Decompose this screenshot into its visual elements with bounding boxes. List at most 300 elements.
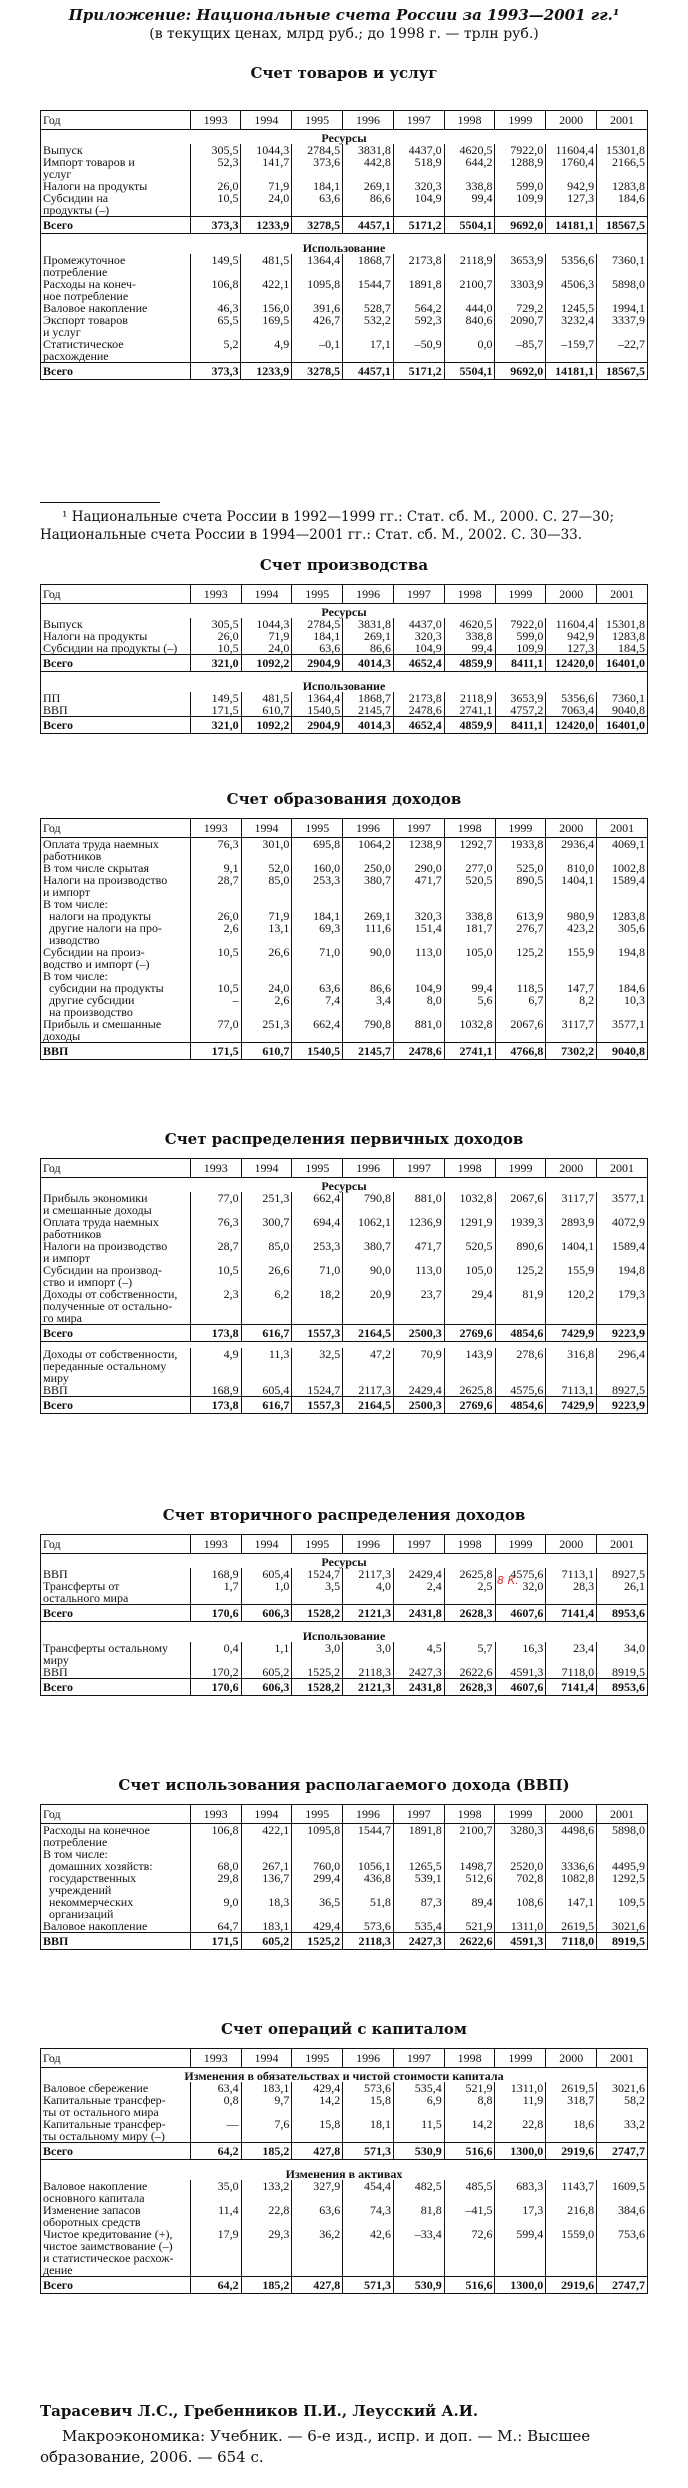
cell-value: 305,5 26,0 10,5 [190, 618, 241, 655]
cell-value: 605,2 [241, 1666, 292, 1679]
cell-value: 571,3 [343, 2143, 394, 2160]
table-row [41, 1920, 648, 1933]
cell-value: 8411,1 [495, 717, 546, 734]
cell-value: 18567,5 [597, 363, 648, 380]
cell-value: 2500,3 [393, 1397, 444, 1414]
table-row [41, 180, 648, 217]
cell-value: –50,9 [393, 338, 444, 363]
column-header: 1994 [241, 111, 292, 130]
cell-value: 4652,4 [393, 717, 444, 734]
cell-value: 471,7 [393, 1240, 444, 1264]
table-row [41, 144, 648, 180]
cell-value: 1095,8 [292, 278, 343, 302]
column-header: 2000 [546, 2049, 597, 2068]
group-label: Ресурсы [321, 1179, 367, 1193]
row-label: В том числе: налоги на продукты другие налоги на про- изводство [43, 897, 162, 947]
cell-value: 613,9 276,7 [495, 898, 546, 946]
row-label: Трансферты остальному миру [43, 1641, 169, 1667]
cell-value: 42,6 [343, 2228, 394, 2277]
column-header: 1997 [393, 2049, 444, 2068]
row-label: Прибыль и смешанные доходы [43, 1017, 162, 1043]
cell-value: 2164,5 [343, 1325, 394, 1342]
cell-value: 147,1 [546, 1896, 597, 1920]
column-header: 1996 [343, 111, 394, 130]
cell-value: 185,2 [241, 2277, 292, 2294]
cell-value: 26,6 [241, 1264, 292, 1288]
cell-value: 106,8 [190, 1824, 241, 1849]
column-header: 2001 [597, 1159, 648, 1178]
cell-value: 2784,5 373,6 [292, 144, 343, 180]
table-group-row [41, 240, 648, 254]
cell-value: 6,2 [241, 1288, 292, 1325]
cell-value: 2429,4 [393, 1384, 444, 1397]
table-group-row [41, 678, 648, 692]
column-header: 1996 [343, 1535, 394, 1554]
column-header: 1996 [343, 1805, 394, 1824]
cell-value: 149,5 171,5 [190, 692, 241, 717]
cell-value: 18,6 [546, 2118, 597, 2143]
cell-value: 90,0 [343, 1264, 394, 1288]
column-header: 2000 [546, 1805, 597, 1824]
cell-value: 105,0 [444, 1264, 495, 1288]
table-row [41, 838, 648, 863]
cell-value: 2747,7 [597, 2143, 648, 2160]
cell-value: 1524,7 [292, 1384, 343, 1397]
cell-value: 2520,0 702,8 [495, 1848, 546, 1896]
cell-value: 5,7 [444, 1642, 495, 1666]
cell-value: 9223,9 [597, 1325, 648, 1342]
cell-value: –0,1 [292, 338, 343, 363]
row-label: В том числе: субсидии на продукты другие субсидии на производство [43, 969, 164, 1019]
cell-value: 18,3 [241, 1896, 292, 1920]
cell-value: 2619,5 318,7 [546, 2082, 597, 2118]
cell-value: 64,7 [190, 1920, 241, 1933]
cell-value: 4766,8 [495, 1043, 546, 1060]
cell-value: 2500,3 [393, 1325, 444, 1342]
cell-value: 2628,3 [444, 1679, 495, 1696]
cell-value: 2936,4 [546, 838, 597, 863]
table-total-row [41, 217, 648, 234]
cell-value: 384,6 [597, 2204, 648, 2228]
table-total-row [41, 717, 648, 734]
cell-value: 7113,1 28,3 [546, 1568, 597, 1605]
row-label: Налоги на продукты Субсидии на продукты (–) [43, 179, 148, 217]
cell-value: 5356,6 7063,4 [546, 692, 597, 717]
cell-value: 170,2 [190, 1666, 241, 1679]
cell-value: 71,0 [292, 946, 343, 970]
cell-value: 2904,9 [292, 717, 343, 734]
cell-value: 4495,9 1292,5 [597, 1848, 648, 1896]
cell-value: 427,8 [292, 2143, 343, 2160]
row-label: Всего [41, 655, 191, 672]
column-header: 1999 [495, 1805, 546, 1824]
cell-value: 1291,9 [444, 1216, 495, 1240]
account-table [40, 1804, 648, 1950]
cell-value: 35,0 [190, 2180, 241, 2204]
cell-value: 4620,5 644,2 [444, 144, 495, 180]
cell-value: 1092,2 [241, 655, 292, 672]
cell-value: 3336,6 1082,8 [546, 1848, 597, 1896]
cell-value: 5356,6 [546, 254, 597, 278]
column-header: 1994 [241, 585, 292, 604]
cell-value: 606,3 [241, 1605, 292, 1622]
cell-value: 525,0 890,5 [495, 862, 546, 898]
cell-value: 2625,8 2,5 [444, 1568, 495, 1605]
cell-value: 1525,2 [292, 1933, 343, 1950]
table-primary-income [40, 1158, 648, 1414]
column-header: 1993 [190, 819, 241, 838]
cell-value: 7302,2 [546, 1043, 597, 1060]
cell-value: 380,7 [343, 1240, 394, 1264]
cell-value: 7141,4 [546, 1605, 597, 1622]
row-label: ПП ВВП [43, 691, 68, 717]
cell-value: 113,0 [393, 946, 444, 970]
cell-value: 12420,0 [546, 655, 597, 672]
row-label: Субсидии на производ- ство и импорт (–) [43, 1263, 163, 1289]
table-row [41, 2228, 648, 2277]
column-header: 1999 [495, 2049, 546, 2068]
cell-value: 321,0 [190, 655, 241, 672]
cell-value: 2164,5 [343, 1397, 394, 1414]
cell-value: 155,9 [546, 1264, 597, 1288]
row-label: Расходы на конечное потребление [43, 1823, 150, 1849]
table-total-row [41, 1605, 648, 1622]
column-header: 1994 [241, 1535, 292, 1554]
cell-value: 1559,0 [546, 2228, 597, 2277]
cell-value: 7922,0 1288,9 [495, 144, 546, 180]
cell-value: 109,5 [597, 1896, 648, 1920]
cell-value: 300,7 [241, 1216, 292, 1240]
column-header: 1998 [444, 1159, 495, 1178]
cell-value: 2117,3 [343, 1384, 394, 1397]
cell-value: 373,3 [190, 363, 241, 380]
table-row [41, 898, 648, 946]
cell-value: 521,9 [444, 1920, 495, 1933]
cell-value: 1292,7 [444, 838, 495, 863]
column-header: 1997 [393, 819, 444, 838]
cell-value: 2622,6 [444, 1933, 495, 1950]
cell-value: 1236,9 [393, 1216, 444, 1240]
cell-value: 942,9 127,3 [546, 180, 597, 217]
table-total-row [41, 1933, 648, 1950]
cell-value: 1868,7 [343, 254, 394, 278]
cell-value: 3278,5 [292, 217, 343, 234]
cell-value: 1868,7 2145,7 [343, 692, 394, 717]
footnote: ¹ Национальные счета России в 1992—1999 гг.: Стат. сб. М., 2000. С. 27—30; Национальные счета России в 1994—2001 гг.: Стат. сб. М., 2002. С. 30—33. [40, 509, 615, 543]
cell-value: 28,7 [190, 1240, 241, 1264]
cell-value: 1245,5 3232,4 [546, 302, 597, 338]
row-label: Валовое накопление [43, 1919, 148, 1933]
cell-value: 16401,0 [597, 717, 648, 734]
column-header: 1993 [190, 2049, 241, 2068]
row-label: некоммерческих организаций [49, 1895, 134, 1921]
cell-value: 5504,1 [444, 217, 495, 234]
cell-value: 32,5 [292, 1348, 343, 1384]
cell-value: 3117,7 [546, 1018, 597, 1043]
cell-value: 3577,1 [597, 1018, 648, 1043]
table-total-row [41, 1043, 648, 1060]
footnote-rule [40, 502, 160, 503]
cell-value: 113,0 [393, 1264, 444, 1288]
cell-value: 5,2 [190, 338, 241, 363]
cell-value: 183,1 9,7 [241, 2082, 292, 2118]
cell-value: 26,6 [241, 946, 292, 970]
cell-value: 2625,8 [444, 1384, 495, 1397]
cell-value: 1,1 [241, 1642, 292, 1666]
cell-value: 3117,7 [546, 1192, 597, 1216]
cell-value: 7,6 [241, 2118, 292, 2143]
row-label: Статистическое расхождение [43, 337, 124, 363]
cell-value: 90,0 [343, 946, 394, 970]
cell-value: 1300,0 [495, 2143, 546, 2160]
cell-value: 1095,8 [292, 1824, 343, 1849]
account-table [40, 110, 648, 380]
cell-value: 29,4 [444, 1288, 495, 1325]
cell-value: 5171,2 [393, 217, 444, 234]
table-row [41, 1216, 648, 1240]
table-secondary-distribution [40, 1534, 648, 1696]
cell-value: 4437,0 518,9 [393, 144, 444, 180]
table-row [41, 1384, 648, 1397]
row-label: Выпуск Импорт товаров и услуг [43, 143, 135, 181]
table-group-row [41, 2166, 648, 2180]
table-row [41, 1642, 648, 1666]
section-title-capital-account: Счет операций с капиталом [221, 2020, 467, 2038]
cell-value: 481,5 610,7 [241, 692, 292, 717]
cell-value: 528,7 532,2 [343, 302, 394, 338]
cell-value: 250,0 380,7 [343, 862, 394, 898]
cell-value: 7360,1 [597, 254, 648, 278]
cell-value: 2919,6 [546, 2143, 597, 2160]
cell-value: 1589,4 [597, 1240, 648, 1264]
cell-value: 3,0 [343, 1642, 394, 1666]
cell-value: 444,0 840,6 [444, 302, 495, 338]
cell-value: 1544,7 [343, 1824, 394, 1849]
column-header-year: Год [41, 585, 191, 604]
cell-value: 3653,9 [495, 254, 546, 278]
cell-value: 104,9 8,0 [393, 970, 444, 1018]
row-label: Оплата труда наемных работников [43, 1215, 159, 1241]
row-label: Валовое накопление Экспорт товаров и услуг [43, 301, 148, 339]
cell-value: 23,7 [393, 1288, 444, 1325]
cell-value: 170,6 [190, 1605, 241, 1622]
cell-value: 0,4 [190, 1642, 241, 1666]
table-capital-account [40, 2048, 648, 2294]
cell-value: 14181,1 [546, 217, 597, 234]
cell-value: 216,8 [546, 2204, 597, 2228]
cell-value: 4,9 [190, 1348, 241, 1384]
column-header: 1993 [190, 1805, 241, 1824]
cell-value: 327,9 [292, 2180, 343, 2204]
cell-value: 4069,1 [597, 838, 648, 863]
cell-value: 516,6 [444, 2277, 495, 2294]
table-total-row [41, 1679, 648, 1696]
group-label: Изменения в обязательствах и чистой стоимости капитала [184, 2069, 504, 2083]
column-header: 1999 [495, 819, 546, 838]
cell-value: 36,2 [292, 2228, 343, 2277]
cell-value: 2904,9 [292, 655, 343, 672]
cell-value: 290,0 471,7 [393, 862, 444, 898]
column-header: 1997 [393, 1805, 444, 1824]
section-title-secondary-distribution: Счет вторичного распределения доходов [162, 1506, 526, 1524]
column-header: 1998 [444, 1805, 495, 1824]
cell-value: 184,1 63,6 [292, 180, 343, 217]
cell-value: 8927,5 [597, 1384, 648, 1397]
reference-book: Макроэкономика: Учебник. — 6-е изд., испр. и доп. — М.: Высшее образование, 2006. — 654 с. [40, 2427, 591, 2466]
column-header: 1993 [190, 1535, 241, 1554]
cell-value: 1498,7 512,6 [444, 1848, 495, 1896]
group-label: Использование [302, 679, 386, 693]
cell-value: 1311,0 [495, 1920, 546, 1933]
row-label: Всего [41, 717, 191, 734]
cell-value: 2429,4 2,4 [393, 1568, 444, 1605]
cell-value: 530,9 [393, 2277, 444, 2294]
table-row [41, 618, 648, 655]
column-header: 1994 [241, 1805, 292, 1824]
cell-value: 753,6 [597, 2228, 648, 2277]
cell-value: 3,0 [292, 1642, 343, 1666]
cell-value: –159,7 [546, 338, 597, 363]
cell-value: 269,1 86,6 [343, 180, 394, 217]
cell-value: 427,8 [292, 2277, 343, 2294]
cell-value: 9692,0 [495, 217, 546, 234]
table-row [41, 2082, 648, 2118]
table-row [41, 2180, 648, 2204]
table-header-row [41, 1159, 648, 1178]
cell-value: 51,8 [343, 1896, 394, 1920]
cell-value: –33,4 [393, 2228, 444, 2277]
cell-value: 2100,7 [444, 1824, 495, 1849]
cell-value: 296,4 [597, 1348, 648, 1384]
column-header-year: Год [41, 1159, 191, 1178]
appendix-title: Приложение: Национальные счета России за 1993—2001 гг.¹ [68, 6, 620, 24]
cell-value: 14,2 [444, 2118, 495, 2143]
cell-value: 7429,9 [546, 1397, 597, 1414]
group-label: Изменения в активах [285, 2167, 403, 2181]
column-header: 1995 [292, 111, 343, 130]
cell-value: –22,7 [597, 338, 648, 363]
group-label: Ресурсы [321, 1555, 367, 1569]
column-header: 1997 [393, 585, 444, 604]
row-label: Всего [41, 1397, 191, 1414]
cell-value: 16401,0 [597, 655, 648, 672]
table-group-row [41, 1628, 648, 1642]
cell-value: 11,4 [190, 2204, 241, 2228]
row-label: Изменение запасов оборотных средств [43, 2203, 141, 2229]
table-row [41, 1288, 648, 1325]
row-label: Чистое кредитование (+), чистое заимствование (–) и статистическое расхож- дение [43, 2227, 174, 2277]
cell-value: 9,0 [190, 1896, 241, 1920]
cell-value: 71,0 [292, 1264, 343, 1288]
cell-value: 1891,8 [393, 278, 444, 302]
cell-value: 15301,8 1283,8 184,5 [597, 618, 648, 655]
cell-value: 4014,3 [343, 655, 394, 672]
cell-value: 3278,5 [292, 363, 343, 380]
cell-value: 155,9 [546, 946, 597, 970]
cell-value: 429,4 [292, 1920, 343, 1933]
cell-value: 170,6 [190, 1679, 241, 1696]
cell-value: 9040,8 [597, 1043, 648, 1060]
cell-value: 481,5 [241, 254, 292, 278]
column-header-year: Год [41, 111, 191, 130]
cell-value: 4437,0 320,3 104,9 [393, 618, 444, 655]
cell-value: 2427,3 [393, 1666, 444, 1679]
cell-value: 4,9 [241, 338, 292, 363]
cell-value: 3831,8 269,1 86,6 [343, 618, 394, 655]
row-label: Субсидии на произ- водство и импорт (–) [43, 945, 150, 971]
cell-value: 7360,1 9040,8 [597, 692, 648, 717]
table-income-generation [40, 818, 648, 1060]
cell-value: 2173,8 2478,6 [393, 692, 444, 717]
cell-value: 5504,1 [444, 363, 495, 380]
cell-value: 29,3 [241, 2228, 292, 2277]
cell-value: 11604,4 1760,4 [546, 144, 597, 180]
cell-value: 599,0 109,9 [495, 180, 546, 217]
cell-value: 77,0 [190, 1192, 241, 1216]
appendix-subtitle: (в текущих ценах, млрд руб.; до 1998 г. — трлн руб.) [149, 26, 539, 42]
cell-value: 8953,6 [597, 1605, 648, 1622]
cell-value: 183,1 [241, 1920, 292, 1933]
table-row [41, 1824, 648, 1849]
cell-value: 76,3 [190, 1216, 241, 1240]
section-title-primary-income: Счет распределения первичных доходов [164, 1130, 524, 1148]
cell-value: 4607,6 [495, 1679, 546, 1696]
cell-value: 14181,1 [546, 363, 597, 380]
account-table [40, 1534, 648, 1696]
cell-value: 616,7 [241, 1397, 292, 1414]
cell-value: 15301,8 2166,5 [597, 144, 648, 180]
cell-value: 11604,4 942,9 127,3 [546, 618, 597, 655]
table-header-row [41, 111, 648, 130]
row-label: В том числе: домашних хозяйств: государственных учреждений [43, 1847, 153, 1897]
cell-value: 810,0 1404,1 [546, 862, 597, 898]
cell-value: 1238,9 [393, 838, 444, 863]
cell-value: 1994,1 3337,9 [597, 302, 648, 338]
column-header: 2001 [597, 111, 648, 130]
cell-value: 87,3 [393, 1896, 444, 1920]
cell-value: 3303,9 [495, 278, 546, 302]
cell-value: 1283,8 305,6 [597, 898, 648, 946]
cell-value: 2784,5 184,1 63,6 [292, 618, 343, 655]
cell-value: 695,8 [292, 838, 343, 863]
table-header-row [41, 1805, 648, 1824]
cell-value: 1540,5 [292, 1043, 343, 1060]
table-row [41, 946, 648, 970]
cell-value: 2067,6 [495, 1018, 546, 1043]
cell-value: 185,2 [241, 2143, 292, 2160]
column-header: 1999 [495, 111, 546, 130]
row-label: Промежуточное потребление [43, 253, 126, 279]
column-header: 1999 [495, 585, 546, 604]
cell-value: 171,5 [190, 1933, 241, 1950]
cell-value: 10,5 [190, 1264, 241, 1288]
column-header: 1996 [343, 1159, 394, 1178]
row-label: Валовое накопление основного капитала [43, 2179, 148, 2205]
column-header: 2001 [597, 585, 648, 604]
cell-value: — [190, 2118, 241, 2143]
reference-author: Тарасевич Л.С., Гребенников П.И., Леусский А.И. [40, 2402, 479, 2420]
column-header-year: Год [41, 819, 191, 838]
column-header: 1994 [241, 819, 292, 838]
cell-value: 573,6 [343, 1920, 394, 1933]
row-label: Всего [41, 1325, 191, 1342]
table-row [41, 1848, 648, 1896]
cell-value: 1528,2 [292, 1605, 343, 1622]
cell-value: 1939,3 [495, 1216, 546, 1240]
cell-value: 184,6 10,3 [597, 970, 648, 1018]
row-label: Выпуск Налоги на продукты Субсидии на продукты (–) [43, 617, 178, 655]
table-total-row [41, 363, 648, 380]
